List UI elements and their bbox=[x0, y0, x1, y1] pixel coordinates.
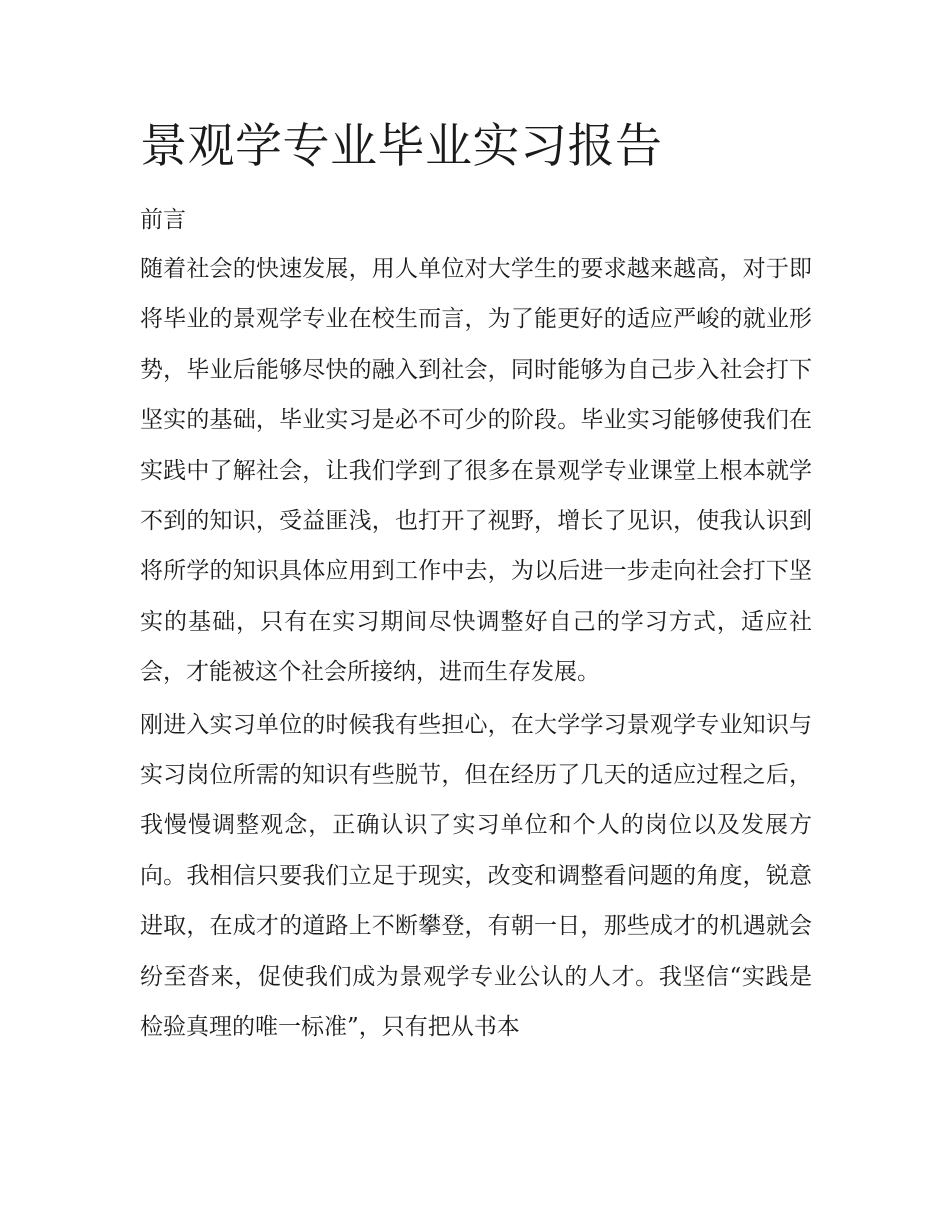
paragraph: 随着社会的快速发展，用人单位对大学生的要求越来越高，对于即将毕业的景观学专业在校生而言，为了能更好的适应严峻的就业形势，毕业后能够尽快的融入到社会，同时能够为自己步入社会打下坚实的基础，毕业实习是必不可少的阶段。毕业实习能够使我们在实践中了解社会，让我们学到了很多在景观学专业课堂上根本就学不到的知识，受益匪浅，也打开了视野，增长了见识，使我认识到将所学的知识具体应用到工作中去，为以后进一步走向社会打下坚实的基础，只有在实习期间尽快调整好自己的学习方式，适应社会，才能被这个社会所接纳，进而生存发展。 bbox=[140, 256, 812, 686]
section-heading-preface: 前言 bbox=[140, 207, 186, 233]
document-title: 景观学专业毕业实习报告 bbox=[140, 119, 663, 174]
document-body bbox=[140, 114, 812, 1053]
paragraph: 刚进入实习单位的时候我有些担心，在大学学习景观学专业知识与实习岗位所需的知识有些脱节，但在经历了几天的适应过程之后，我慢慢调整观念，正确认识了实习单位和个人的岗位以及发展方向。我相信只要我们立足于现实，改变和调整看问题的角度，锐意进取，在成才的道路上不断攀登，有朝一日，那些成才的机遇就会纷至沓来，促使我们成为景观学专业公认的人才。我坚信“实践是检验真理的唯一标准”，只有把从书本 bbox=[140, 711, 812, 1041]
